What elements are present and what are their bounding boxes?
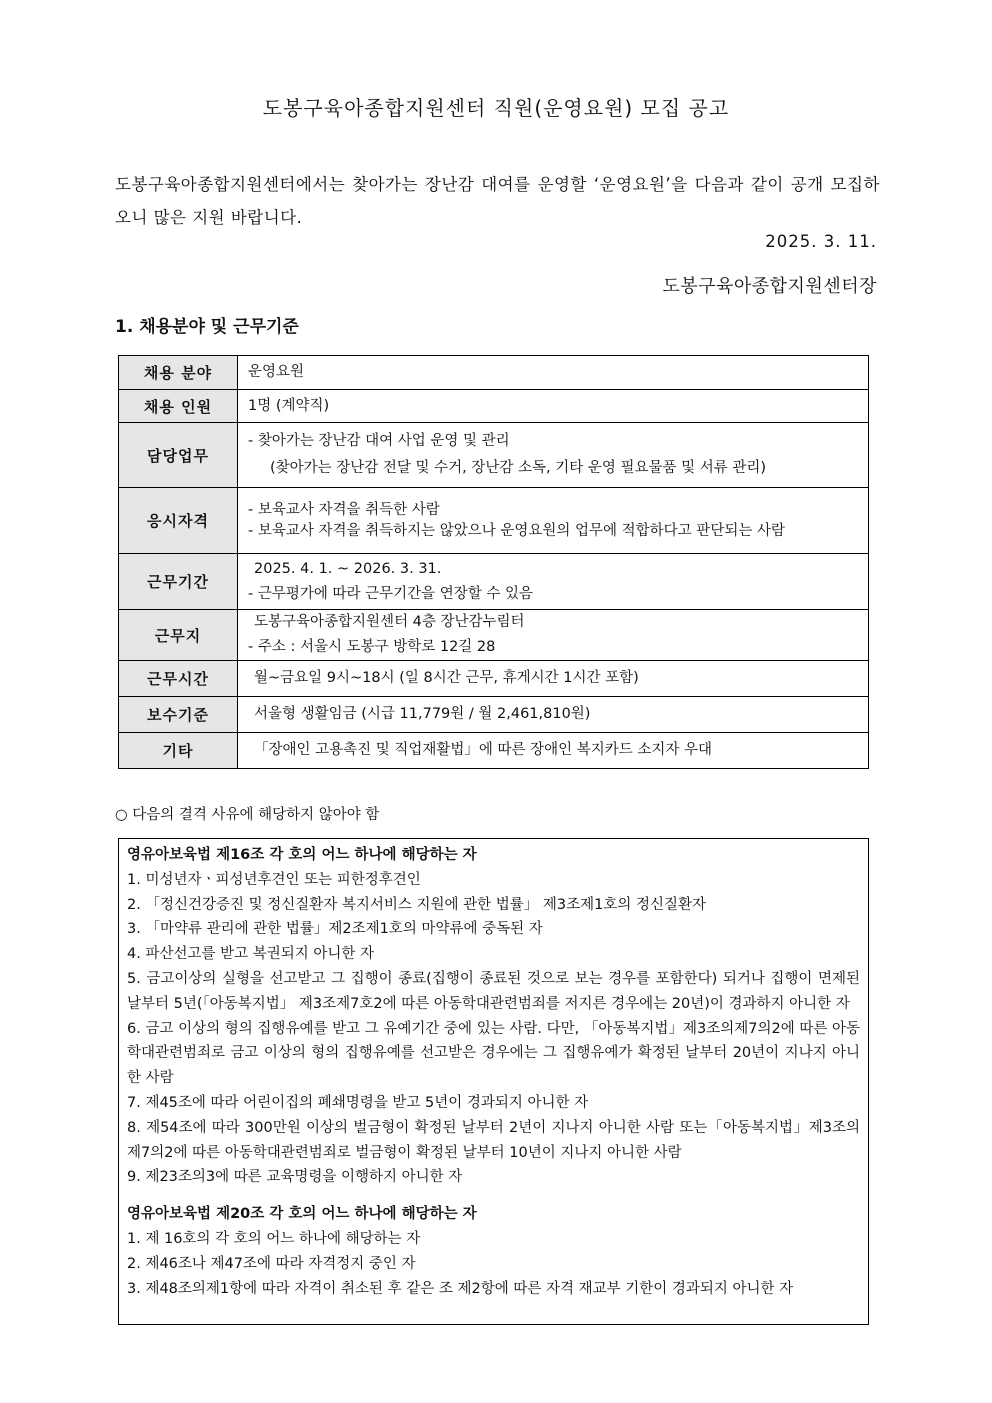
table-row (119, 610, 869, 661)
recruitment-spec-table (118, 355, 869, 769)
row-label: 채용 분야 (119, 356, 238, 390)
table-row (119, 390, 869, 423)
row-label: 근무지 (119, 610, 238, 661)
intro-paragraph: 도봉구육아종합지원센터에서는 찾아가는 장난감 대여를 운영할 ‘운영요원’을 다음과 같이 공개 모집하오니 많은 지원 바랍니다. (115, 175, 880, 227)
row-label: 근무기간 (119, 554, 238, 610)
table-row (119, 423, 869, 488)
issuing-organization: 도봉구육아종합지원센터장 (662, 276, 877, 297)
document-title: 도봉구육아종합지원센터 직원(운영요원) 모집 공고 (262, 96, 730, 120)
list-item: 1. 제 16호의 각 호의 어느 하나에 해당하는 자 (127, 1230, 421, 1247)
list-item: 7. 제45조에 따라 어린이집의 폐쇄명령을 받고 5년이 경과되지 아니한 자 (127, 1094, 589, 1111)
table-row (119, 554, 869, 610)
row-label: 담당업무 (119, 423, 238, 488)
row-value: 월~금요일 9시~18시 (일 8시간 근무, 휴게시간 1시간 포함) (238, 661, 869, 697)
list-item: 6. 금고 이상의 형의 집행유예를 받고 그 유예기간 중에 있는 사람. 다만, 「아동복지법」제3조의제7의2에 따른 아동학대관련범죄로 금고 이상의 형의 집행유예를 선고받은 경우에는 그 집행유예가 확정된 날부터 20년이 지나지 아니한 사람 (127, 1020, 860, 1087)
row-label: 채용 인원 (119, 390, 238, 423)
row-value: 서울형 생활임금 (시급 11,779원 / 월 2,461,810원) (238, 697, 869, 733)
list-item: 9. 제23조의3에 따른 교육명령을 이행하지 아니한 자 (127, 1169, 463, 1186)
row-value: - 보육교사 자격을 취득한 사람 - 보육교사 자격을 취득하지는 않았으나 운영요원의 업무에 적합하다고 판단되는 사람 (238, 488, 869, 554)
list-item: 8. 제54조에 따라 300만원 이상의 벌금형이 확정된 날부터 2년이 지나지 아니한 사람 또는「아동복지법」제3조의제7의2에 따른 아동학대관련범죄로 벌금형이 확정된 날부터 10년이 지나지 아니한 사람 (127, 1119, 860, 1161)
row-value: 운영요원 (238, 356, 869, 390)
row-value: 도봉구육아종합지원센터 4층 장난감누림터 - 주소 : 서울시 도봉구 방학로 12길 28 (238, 610, 869, 661)
table-row (119, 697, 869, 733)
row-label: 근무시간 (119, 661, 238, 697)
announcement-date: 2025. 3. 11. (765, 232, 877, 251)
row-value: 「장애인 고용촉진 및 직업재활법」에 따른 장애인 복지카드 소지자 우대 (238, 733, 869, 769)
row-label: 보수기준 (119, 697, 238, 733)
list-item: 1. 미성년자ㆍ피성년후견인 또는 피한정후견인 (127, 871, 421, 888)
list-item: 4. 파산선고를 받고 복권되지 아니한 자 (127, 946, 374, 963)
table-row (119, 356, 869, 390)
list-item: 2. 제46조나 제47조에 따라 자격정지 중인 자 (127, 1255, 416, 1272)
list-item: 5. 금고이상의 실형을 선고받고 그 집행이 종료(집행이 종료된 것으로 보는 경우를 포함한다) 되거나 집행이 면제된 날부터 5년(「아동복지법」 제3조제7호2에 따른 아동학대관련범죄를 저지른 경우에는 20년)이 경과하지 아니한 자 (127, 970, 860, 1012)
list-item: 2. 「정신건강증진 및 정신질환자 복지서비스 지원에 관한 법률」 제3조제1호의 정신질환자 (127, 896, 707, 913)
row-value: 2025. 4. 1. ~ 2026. 3. 31. - 근무평가에 따라 근무기간을 연장할 수 있음 (238, 554, 869, 610)
disqualification-box (118, 838, 869, 1325)
row-value: 1명 (계약직) (238, 390, 869, 423)
row-label: 기타 (119, 733, 238, 769)
table-row (119, 733, 869, 769)
section-1-title: 1. 채용분야 및 근무기준 (115, 317, 299, 337)
law16-heading: 영유아보육법 제16조 각 호의 어느 하나에 해당하는 자 (127, 847, 477, 863)
law20-heading: 영유아보육법 제20조 각 호의 어느 하나에 해당하는 자 (127, 1206, 477, 1223)
row-value: - 찾아가는 장난감 대여 사업 운영 및 관리 (찾아가는 장난감 전달 및 수거, 장난감 소독, 기타 운영 필요물품 및 서류 관리) (238, 423, 869, 488)
row-label: 응시자격 (119, 488, 238, 554)
disqualification-note: ○ 다음의 결격 사유에 해당하지 않아야 함 (115, 807, 380, 823)
table-row (119, 661, 869, 697)
list-item: 3. 「마약류 관리에 관한 법률」제2조제1호의 마약류에 중독된 자 (127, 921, 543, 938)
table-row (119, 488, 869, 554)
list-item: 3. 제48조의제1항에 따라 자격이 취소된 후 같은 조 제2항에 따른 자격 재교부 기한이 경과되지 아니한 자 (127, 1280, 794, 1297)
spacer (127, 1190, 860, 1202)
